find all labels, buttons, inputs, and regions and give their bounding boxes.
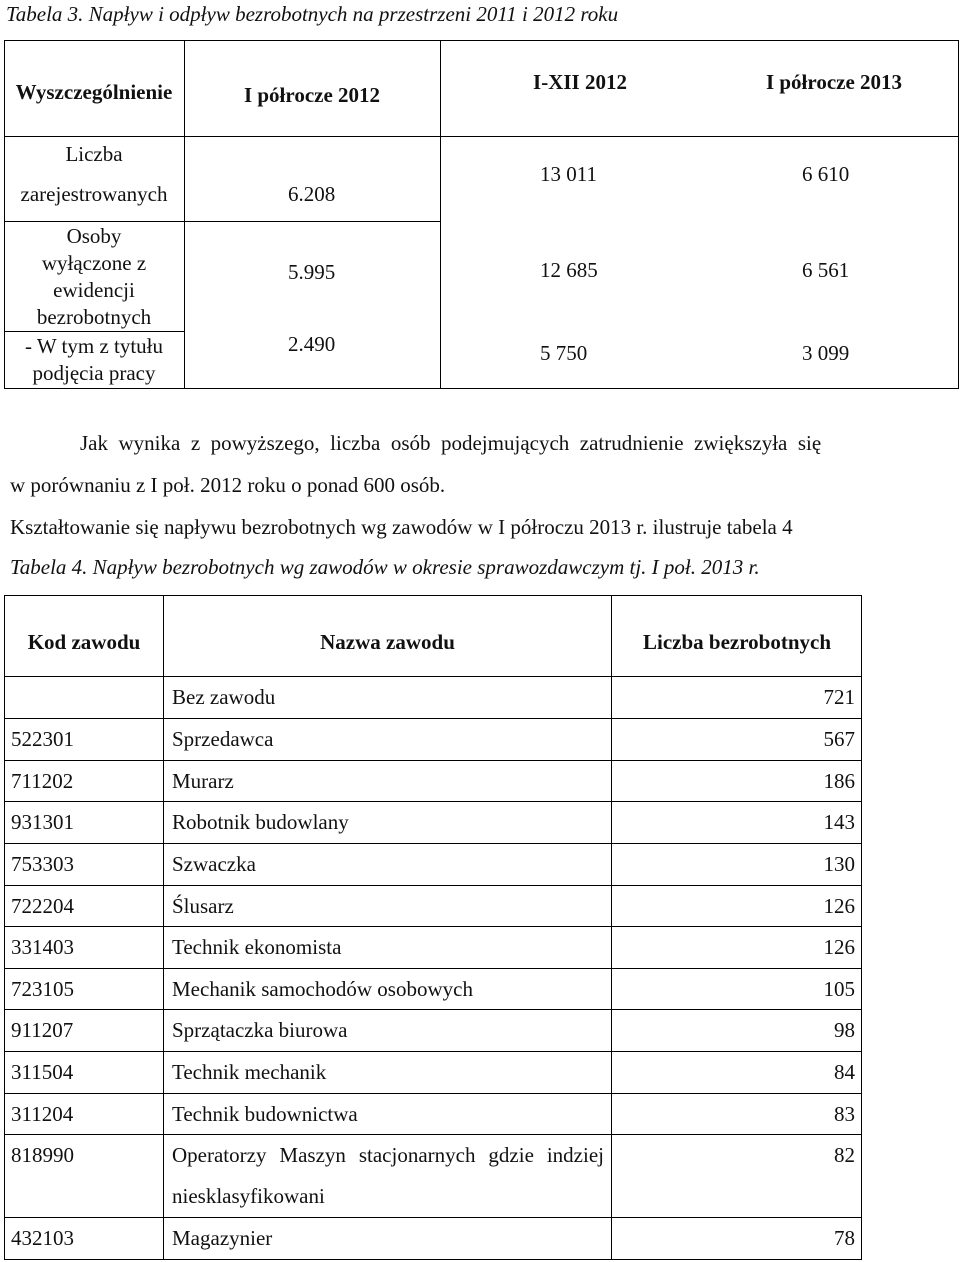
t3-header-wyszczegolnienie: Wyszczególnienie [15, 80, 173, 104]
table-row [5, 1009, 861, 1042]
t4-count: 82 [834, 1143, 855, 1167]
t3-row3-label-line2: podjęcia pracy [32, 361, 156, 385]
t4-name: Robotnik budowlany [172, 810, 349, 834]
table-row [5, 1217, 861, 1250]
t4-count: 567 [823, 727, 855, 751]
table-row [5, 926, 861, 959]
t3-row2-label-line4: bezrobotnych [36, 305, 152, 329]
t4-name: Sprzedawca [172, 727, 274, 751]
t3-header-h1-2013: I półrocze 2013 [765, 70, 903, 94]
t4-count: 126 [823, 894, 855, 918]
table3 [4, 40, 959, 389]
t4-name: Operatorzy Maszyn stacjonarnych gdzie indziej niesklasyfikowani [172, 1143, 604, 1208]
t3-row1-year-2012: 13 011 [540, 162, 597, 186]
t4-name: Magazynier [172, 1226, 273, 1250]
t4-name: Mechanik samochodów osobowych [172, 977, 473, 1001]
t3-header-year-2012: I-XII 2012 [533, 70, 627, 94]
t4-code: 311204 [11, 1102, 74, 1126]
t4-name: Ślusarz [172, 894, 234, 918]
t3-row3-year-2012: 5 750 [540, 341, 588, 365]
t4-name: Technik budownictwa [172, 1102, 358, 1126]
t4-count: 83 [834, 1102, 855, 1126]
t4-code: 723105 [11, 977, 74, 1001]
t4-name: Murarz [172, 769, 234, 793]
t3-row2-year-2012: 12 685 [540, 258, 598, 282]
table4-caption: Tabela 4. Napływ bezrobotnych wg zawodów w okresie sprawozdawczym tj. I poł. 2013 r. [10, 555, 760, 579]
table3-caption: Tabela 3. Napływ i odpływ bezrobotnych na przestrzeni 2011 i 2012 roku [6, 2, 619, 26]
t3-row2-h1-2013: 6 561 [802, 258, 850, 282]
t4-code: 311504 [11, 1060, 74, 1084]
t4-name: Technik ekonomista [172, 935, 342, 959]
table-row [5, 718, 861, 751]
table4 [4, 595, 862, 1260]
table-row [5, 968, 861, 1001]
paragraph-line2: w porównaniu z I poł. 2012 roku o ponad 600 osób. [10, 473, 446, 497]
table4-header-row [5, 596, 861, 676]
t3-row2-label-line1: Osoby [66, 224, 122, 248]
table-row [5, 676, 861, 709]
t4-count: 126 [823, 935, 855, 959]
t3-row1-label-line1: Liczba [65, 142, 123, 166]
t4-count: 98 [834, 1018, 855, 1042]
t4-header-code: Kod zawodu [27, 630, 141, 654]
t3-row2-h1-2012: 5.995 [288, 260, 336, 284]
t4-code: 753303 [11, 852, 74, 876]
t3-row3-label-line1: - W tym z tytułu [24, 334, 164, 358]
table-row [5, 801, 861, 834]
t4-count: 186 [823, 769, 855, 793]
t4-header-name: Nazwa zawodu [320, 630, 455, 654]
t4-count: 143 [823, 810, 855, 834]
paragraph-line1: Jak wynika z powyższego, liczba osób podejmujących zatrudnienie zwiększyła się [80, 431, 822, 455]
t4-code: 711202 [11, 769, 74, 793]
t3-row2-label-line2: wyłączone z [41, 251, 147, 275]
t3-row1-h1-2013: 6 610 [802, 162, 850, 186]
t3-row2-label-line3: ewidencji [53, 278, 135, 302]
t4-name: Bez zawodu [172, 685, 276, 709]
t4-count: 84 [834, 1060, 855, 1084]
t3-row1-label-line2: zarejestrowanych [20, 182, 168, 206]
t4-code: 331403 [11, 935, 74, 959]
table-row [5, 760, 861, 793]
t3-row3-h1-2013: 3 099 [802, 341, 850, 365]
t3-row3-h1-2012: 2.490 [288, 332, 336, 356]
table-row [5, 885, 861, 918]
t4-name: Szwaczka [172, 852, 256, 876]
t4-name: Sprzątaczka biurowa [172, 1018, 348, 1042]
table-row [5, 1051, 861, 1084]
t4-name: Technik mechanik [172, 1060, 327, 1084]
table-row [5, 843, 861, 876]
t4-code: 911207 [11, 1018, 74, 1042]
t3-header-h1-2012: I półrocze 2012 [243, 83, 381, 107]
table-row [5, 1134, 861, 1208]
t4-header-count: Liczba bezrobotnych [642, 630, 832, 654]
t4-code: 522301 [11, 727, 74, 751]
paragraph-line3: Kształtowanie się napływu bezrobotnych wg zawodów w I półroczu 2013 r. ilustruje tabela 4 [10, 515, 793, 539]
t3-row1-h1-2012: 6.208 [288, 182, 336, 206]
t4-code: 432103 [11, 1226, 74, 1250]
t4-count: 721 [823, 685, 855, 709]
t4-code: 931301 [11, 810, 74, 834]
table-row [5, 1093, 861, 1126]
t4-count: 130 [823, 852, 855, 876]
t4-count: 78 [834, 1226, 855, 1250]
t4-code: 818990 [11, 1143, 74, 1167]
t4-count: 105 [823, 977, 855, 1001]
t4-code: 722204 [11, 894, 74, 918]
